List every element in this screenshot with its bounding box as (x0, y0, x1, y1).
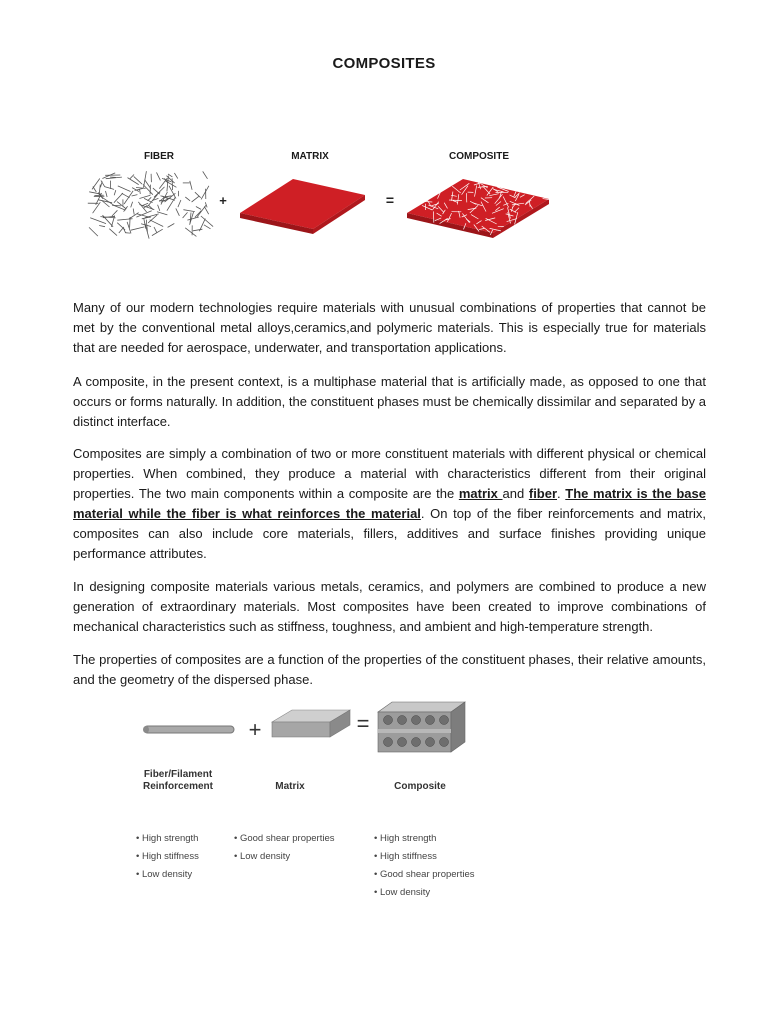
paragraph-1 (73, 298, 706, 358)
plus-operator-2: + (248, 717, 262, 742)
p3-part-a: Composites are simply a combination of two or more constituent materials with different physical or chemical properties. When combined, they produce a material with characteristics different from their original properties. The two main components within a composite are the (73, 446, 706, 501)
list-item: • High stiffness (374, 851, 437, 862)
p3-part-d: . On top of the fiber reinforcements and matrix, composites can also include core materials, fillers, additives and surface finishes providing unique performance attributes. (73, 506, 706, 561)
list-item: • Good shear properties (234, 833, 335, 844)
fiber-rod-icon (143, 726, 234, 733)
fiber-reinforcement-label (118, 769, 238, 793)
composite-caption: Composite (394, 781, 446, 792)
paragraph-3 (73, 444, 706, 564)
fiber-label: FIBER (144, 151, 174, 162)
matrix-label: MATRIX (291, 151, 329, 162)
matrix-properties-list (234, 832, 335, 868)
matrix-term: matrix (458, 486, 503, 501)
list-item: • High stiffness (136, 851, 199, 862)
fiber-label-line-1: Fiber/Filament (143, 769, 213, 780)
list-item: • Good shear properties (374, 869, 475, 880)
fiber-bundle-icon (88, 171, 213, 238)
matrix-caption: Matrix (275, 781, 305, 792)
matrix-sheet-icon (240, 179, 365, 234)
composite-properties-list (374, 832, 475, 904)
matrix-fiber-definition: The matrix is the base material while the fiber is what reinforces the material (73, 486, 706, 521)
paragraph-2-text: A composite, in the present context, is a multiphase material that is artificially made, as opposed to one that occurs or forms naturally. In addition, the constituent phases must be chemically dissimilar and separated by a distinct interface. (73, 374, 706, 429)
list-item: • Low density (136, 869, 193, 880)
paragraph-4-text: In designing composite materials various metals, ceramics, and polymers are combined to produce a new generation of extraordinary materials. Most composites have been created to improve combinations of mechanical characteristics such as stiffness, toughness, and ambient and high-temperature strength. (73, 579, 706, 634)
composite-sheet-icon (407, 179, 550, 238)
p3-part-c: . (557, 486, 566, 501)
list-item: • High strength (136, 833, 199, 844)
paragraph-5-text: The properties of composites are a function of the properties of the constituent phases, their relative amounts, and the geometry of the dispersed phase. (73, 652, 706, 687)
fiber-term: fiber (528, 486, 558, 501)
paragraph-4 (73, 577, 706, 637)
p3-part-b: and (502, 486, 529, 501)
matrix-block-icon (272, 710, 350, 737)
fiber-label-line-2: Reinforcement (142, 781, 213, 792)
paragraph-3-text (73, 444, 706, 564)
composite-properties-figure (140, 700, 480, 755)
list-item: • High strength (374, 833, 437, 844)
list-item: • Low density (374, 887, 431, 898)
fiber-properties-list (136, 832, 199, 886)
fiber-matrix-composite-figure (85, 165, 565, 245)
composite-label: COMPOSITE (448, 151, 509, 162)
paragraph-2 (73, 372, 706, 432)
plus-operator: + (219, 193, 227, 208)
page-title: COMPOSITES (332, 55, 436, 72)
equals-operator-2: = (356, 711, 370, 736)
paragraph-5 (73, 650, 706, 690)
list-item: • Low density (234, 851, 291, 862)
paragraph-1-text: Many of our modern technologies require materials with unusual combinations of properties that cannot be met by the conventional metal alloys,ceramics,and polymeric materials. This is especially true for materials that are needed for aerospace, underwater, and transportation applications. (73, 300, 706, 355)
equals-operator: = (385, 192, 395, 208)
composite-block-icon (378, 702, 465, 752)
